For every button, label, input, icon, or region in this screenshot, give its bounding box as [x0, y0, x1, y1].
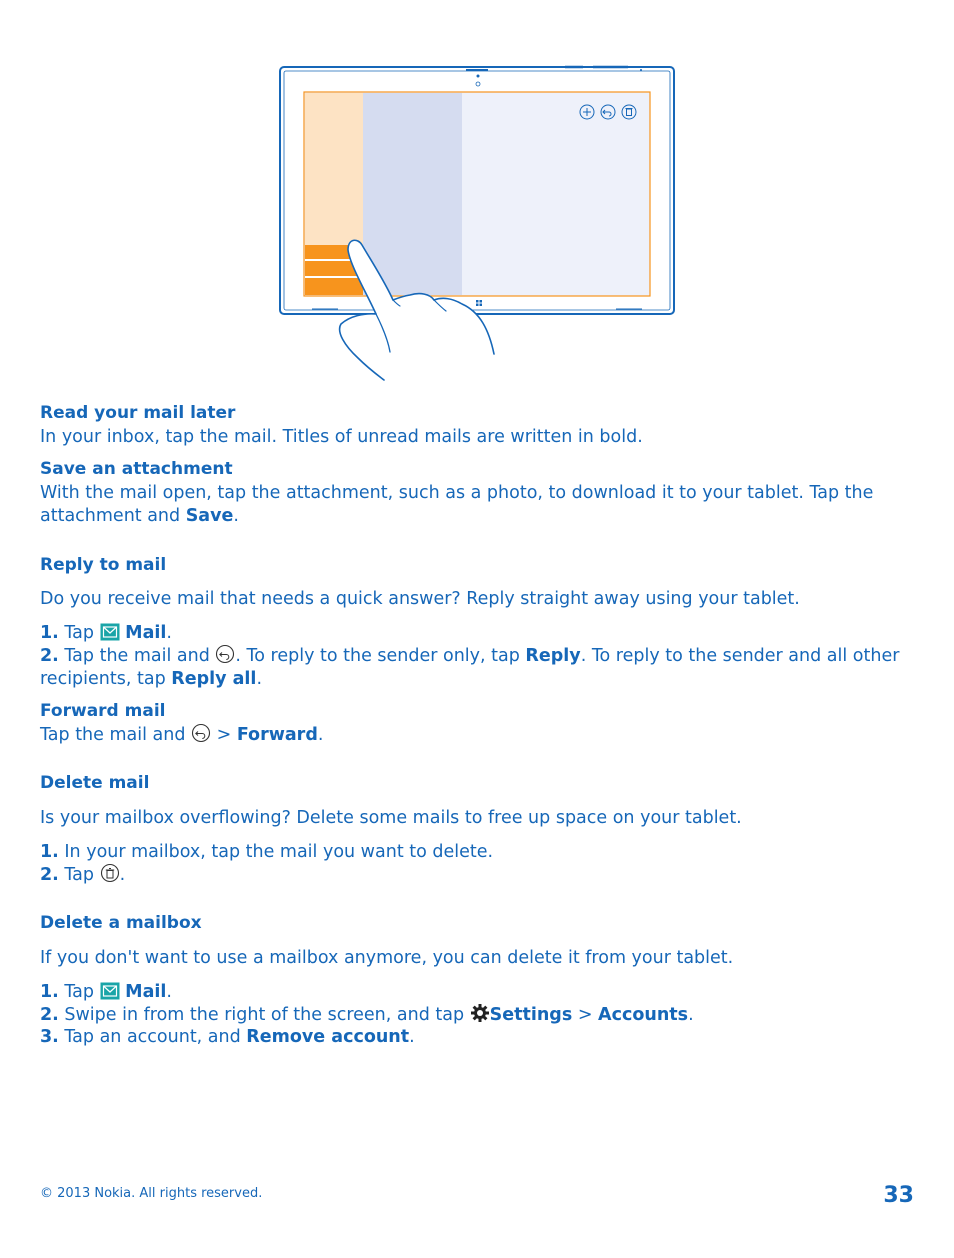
reply-step-2: 2. Tap the mail and . To reply to the sender only, tap Reply. To reply to the sender and all other recipients, tap Reply all.	[40, 646, 900, 689]
delete-mail-intro: Is your mailbox overflowing? Delete some mails to free up space on your tablet.	[40, 808, 742, 828]
tablet-mail-illustration	[275, 62, 679, 387]
save-attachment-heading: Save an attachment	[40, 459, 233, 479]
reply-step-1: 1. Tap Mail.	[40, 623, 172, 643]
page-number: 33	[883, 1183, 914, 1208]
forward-heading: Forward mail	[40, 701, 166, 721]
delete-mailbox-step-1: 1. Tap Mail.	[40, 982, 172, 1002]
delete-icon	[100, 863, 120, 883]
delete-mail-step-2: 2. Tap .	[40, 865, 126, 885]
settings-gear-icon	[470, 1003, 490, 1023]
mail-app-icon	[100, 623, 120, 641]
reply-icon	[191, 723, 211, 743]
copyright-footer: © 2013 Nokia. All rights reserved.	[40, 1186, 263, 1201]
delete-mailbox-intro: If you don't want to use a mailbox anymore, you can delete it from your tablet.	[40, 948, 734, 968]
reply-intro: Do you receive mail that needs a quick answer? Reply straight away using your tablet.	[40, 589, 800, 609]
reply-heading: Reply to mail	[40, 555, 167, 575]
delete-mail-heading: Delete mail	[40, 773, 150, 793]
middle-pane	[363, 93, 462, 295]
delete-mail-step-1: 1. In your mailbox, tap the mail you want to delete.	[40, 842, 494, 862]
delete-mailbox-step-3: 3. Tap an account, and Remove account.	[40, 1027, 415, 1047]
read-later-heading: Read your mail later	[40, 403, 236, 423]
delete-mailbox-step-2: 2. Swipe in from the right of the screen, and tap Settings > Accounts.	[40, 1005, 694, 1025]
read-later-text: In your inbox, tap the mail. Titles of unread mails are written in bold.	[40, 427, 643, 447]
save-attachment-text: With the mail open, tap the attachment, such as a photo, to download it to your tablet. Tap the attachment and Save.	[40, 483, 874, 526]
mail-app-icon	[100, 982, 120, 1000]
delete-mailbox-heading: Delete a mailbox	[40, 913, 202, 933]
reply-icon	[215, 644, 235, 664]
forward-text: Tap the mail and > Forward.	[40, 725, 324, 745]
